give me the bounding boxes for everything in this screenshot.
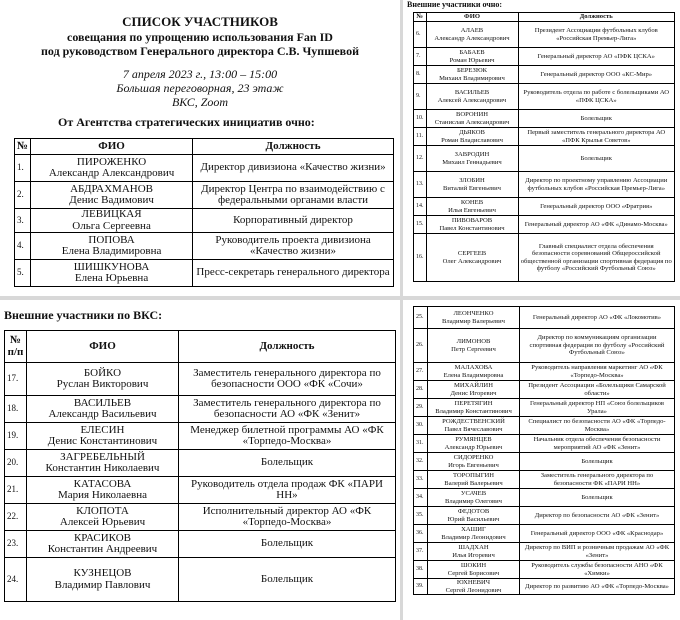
surname: ЮХНЕВИЧ <box>456 579 491 587</box>
section-vks: Внешние участники по ВКС: <box>4 308 163 322</box>
row-number: 22. <box>5 504 27 531</box>
given-name: Елена Юрьевна <box>74 272 149 284</box>
surname: БОЙКО <box>83 366 122 379</box>
table-row <box>5 504 396 531</box>
surname: АБДРАХМАНОВ <box>70 182 154 195</box>
participant-position: Заместитель генерального директора по безопасности АО «ФК «Зенит» <box>179 396 396 423</box>
col-fio: ФИО <box>31 139 193 155</box>
participant-position: Пресс-секретарь генерального директора <box>193 260 394 287</box>
participant-name <box>428 543 520 561</box>
row-number: 34. <box>414 489 428 507</box>
given-name: Владимир Константинович <box>435 407 512 415</box>
row-number: 8. <box>414 66 427 84</box>
participant-name <box>428 399 520 417</box>
table-row <box>414 329 675 363</box>
surname: ПИРОЖЕНКО <box>76 155 147 168</box>
table-row <box>5 423 396 450</box>
participant-position: Болельщик <box>179 450 396 477</box>
surname: АЛАЕВ <box>460 27 484 35</box>
row-number: 36. <box>414 525 428 543</box>
participant-position: Директор по ВИП и розничным продажам АО «ФК «Зенит» <box>520 543 675 561</box>
table-header <box>5 331 396 363</box>
participant-position: Генеральный директор ООО «КС-Мир» <box>518 66 675 84</box>
table-row <box>414 128 675 146</box>
participant-position: Первый заместитель генерального директора АО «ПФК Крылья Советов» <box>518 128 675 146</box>
row-number: 20. <box>5 450 27 477</box>
given-name: Александр Александрович <box>434 34 510 42</box>
surname: ДЬЯКОВ <box>459 129 485 137</box>
row-number: 38. <box>414 561 428 579</box>
row-number: 15. <box>414 216 427 234</box>
document-subtitle-2: под руководством Генерального директора С.В. Чупшевой <box>41 44 359 58</box>
given-name: Александр Васильевич <box>48 408 157 420</box>
table-row <box>414 471 675 489</box>
surname: ЛЕОНЧЕНКО <box>453 310 494 318</box>
document-subtitle: совещания по упрощению использования Fan ID <box>67 30 333 44</box>
participant-name <box>428 489 520 507</box>
row-number: 37. <box>414 543 428 561</box>
participant-position: Начальник отдела обеспечения безопасности мероприятий АО «ФК «Зенит» <box>520 435 675 453</box>
surname: ШИШКУНОВА <box>73 260 150 273</box>
table-row <box>5 558 396 602</box>
participant-name <box>426 110 518 128</box>
table-row <box>414 543 675 561</box>
table-row <box>414 507 675 525</box>
participant-position: Директор по коммуникациям организации спортивная федерация по футболу «Российский Футбольный Союз» <box>520 329 675 363</box>
surname: ШАДХАН <box>458 544 489 552</box>
row-number: 17. <box>5 363 27 396</box>
participant-name <box>31 209 193 233</box>
table-row <box>414 84 675 110</box>
participant-position: Руководитель отдела продаж ФК «ПАРИ НН» <box>179 477 396 504</box>
given-name: Владимир Олегович <box>445 497 502 505</box>
participant-position: Генеральный директор ООО «ФК «Краснодар» <box>520 525 675 543</box>
given-name: Роман Владиславович <box>441 136 503 144</box>
participant-position: Корпоративный директор <box>193 209 394 233</box>
section-asi: От Агентства стратегических инициатив очно: <box>58 115 315 129</box>
surname: КРАСИКОВ <box>73 531 132 544</box>
row-number: 16. <box>414 234 427 282</box>
participant-position: Президент Ассоциации футбольных клубов «Российская Премьер-Лига» <box>518 22 675 48</box>
col-num: № п/п <box>5 331 27 363</box>
participant-name <box>428 435 520 453</box>
row-number: 35. <box>414 507 428 525</box>
participant-position: Генеральный директор АО «ФК «Динамо-Москва» <box>518 216 675 234</box>
participant-name <box>428 471 520 489</box>
given-name: Денис Игоревич <box>450 389 497 397</box>
given-name: Илья Игоревич <box>452 551 495 559</box>
surname: РОЖДЕСТВЕНСКИЙ <box>442 418 505 426</box>
table-row <box>15 182 394 209</box>
participant-position: Болельщик <box>518 110 675 128</box>
table-row <box>414 307 675 329</box>
given-name: Роман Юрьевич <box>449 56 495 64</box>
given-name: Елена Владимировна <box>443 371 504 379</box>
row-number: 33. <box>414 471 428 489</box>
given-name: Сергей Борисович <box>447 569 500 577</box>
surname: ЛИМОНОВ <box>456 338 491 346</box>
table-row <box>414 399 675 417</box>
participant-position: Директор дивизиона «Качество жизни» <box>193 155 394 182</box>
surname: ВАСИЛЬЕВ <box>73 396 132 409</box>
surname: МАЛАХОВА <box>454 364 493 372</box>
given-name: Алексей Александрович <box>437 96 507 104</box>
participant-name <box>428 381 520 399</box>
given-name: Петр Сергеевич <box>451 345 496 353</box>
given-name: Станислав Александрович <box>434 118 510 126</box>
participant-position: Исполнительный директор АО «ФК «Торпедо-Москва» <box>179 504 396 531</box>
surname: ЗАВРОДИН <box>454 151 490 159</box>
row-number: 27. <box>414 363 428 381</box>
surname: КУЗНЕЦОВ <box>73 567 132 579</box>
table-row <box>414 66 675 84</box>
row-number: 21. <box>5 477 27 504</box>
given-name: Павел Вячеславович <box>444 425 503 433</box>
col-position: Должность <box>193 139 394 155</box>
participant-name <box>428 329 520 363</box>
table-row <box>5 531 396 558</box>
table-row <box>414 381 675 399</box>
participant-position: Генеральный директор НП «Союз болельщиков Урала» <box>520 399 675 417</box>
participant-position: Директор по безопасности АО «ФК «Зенит» <box>520 507 675 525</box>
external-table <box>413 12 675 282</box>
given-name: Денис Вадимович <box>69 194 154 206</box>
participant-name <box>428 579 520 595</box>
row-number: 25. <box>414 307 428 329</box>
given-name: Павел Константинович <box>439 224 505 232</box>
participant-name <box>426 48 518 66</box>
given-name: Денис Константинович <box>47 435 158 447</box>
participant-name <box>27 531 179 558</box>
surname: ФЕДОТОВ <box>457 508 490 516</box>
participant-position: Болельщик <box>518 146 675 172</box>
section-external: Внешние участники очно: <box>407 0 503 9</box>
vks-page-right <box>403 300 680 620</box>
participant-position: Менеджер билетной программы АО «ФК «Торпедо-Москва» <box>179 423 396 450</box>
given-name: Владимир Валерьевич <box>442 317 505 325</box>
participant-position: Генеральный директор ООО «Фратрия» <box>518 198 675 216</box>
given-name: Владимир Леонидович <box>441 533 506 541</box>
table-row <box>5 396 396 423</box>
given-name: Олег Александрович <box>442 257 502 265</box>
participant-position: Главный специалист отдела обеспечения безопасности соревнований Общероссийской общественной организации спортивная федерация по футболу «Российский Футбольный Союз» <box>518 234 675 282</box>
row-number: 1. <box>15 155 31 182</box>
participant-position: Руководитель службы безопасности АНО «ФК «Химки» <box>520 561 675 579</box>
participant-name <box>426 84 518 110</box>
row-number: 39. <box>414 579 428 595</box>
surname: КАТАСОВА <box>73 477 132 490</box>
participant-name <box>426 234 518 282</box>
table-row <box>414 216 675 234</box>
participant-name <box>426 146 518 172</box>
row-number: 18. <box>5 396 27 423</box>
row-number: 23. <box>5 531 27 558</box>
participant-position: Президент Ассоциации «Болельщики Самарской области» <box>520 381 675 399</box>
surname: СИДОРЕНКО <box>453 454 494 462</box>
table-header <box>414 13 675 22</box>
row-number: 6. <box>414 22 427 48</box>
row-number: 24. <box>5 558 27 602</box>
external-page <box>403 0 680 296</box>
row-number: 29. <box>414 399 428 417</box>
table-row <box>414 363 675 381</box>
participant-name <box>426 22 518 48</box>
row-number: 4. <box>15 233 31 260</box>
table-row <box>414 48 675 66</box>
row-number: 2. <box>15 182 31 209</box>
participant-position: Заместитель генерального директора по безопасности ФК «ПАРИ НН» <box>520 471 675 489</box>
table-row <box>414 435 675 453</box>
surname: КОНЕВ <box>460 199 484 207</box>
participant-name <box>428 525 520 543</box>
participant-name <box>428 507 520 525</box>
row-number: 5. <box>15 260 31 287</box>
table-row <box>414 561 675 579</box>
given-name: Алексей Юрьевич <box>59 516 146 528</box>
row-number: 9. <box>414 84 427 110</box>
participant-name <box>426 66 518 84</box>
surname: БЕРЕЗЮК <box>456 67 488 75</box>
table-row <box>15 155 394 182</box>
participant-name <box>428 561 520 579</box>
vks-table-left <box>4 330 396 602</box>
participant-position: Болельщик <box>520 489 675 507</box>
given-name: Ольга Сергеевна <box>72 219 151 232</box>
given-name: Игорь Евгеньевич <box>448 461 499 469</box>
surname: РУМЯНЦЕВ <box>455 436 492 444</box>
participant-name <box>428 417 520 435</box>
participant-position: Руководитель проекта дивизиона «Качество жизни» <box>193 233 394 260</box>
table-row <box>414 453 675 471</box>
row-number: 14. <box>414 198 427 216</box>
surname: ШОКИН <box>460 562 487 570</box>
table-row <box>414 234 675 282</box>
participant-position: Заместитель генерального директора по безопасности ООО «ФК «Сочи» <box>179 363 396 396</box>
given-name: Мария Николаевна <box>57 489 148 501</box>
participant-position: Руководитель направления маркетинг АО «ФК «Торпедо-Москва» <box>520 363 675 381</box>
surname: ЗАГРЕБЕЛЬНЫЙ <box>60 450 145 463</box>
surname: ПОПОВА <box>88 233 135 246</box>
col-num: № <box>414 13 427 22</box>
row-number: 31. <box>414 435 428 453</box>
given-name: Валерий Валерьевич <box>444 479 503 487</box>
row-number: 7. <box>414 48 427 66</box>
participant-name <box>428 363 520 381</box>
participant-position: Руководитель отдела по работе с болельщиками АО «ПФК ЦСКА» <box>518 84 675 110</box>
participant-name <box>27 450 179 477</box>
col-fio: ФИО <box>27 331 179 363</box>
participant-position: Болельщик <box>179 558 396 602</box>
surname: ЕЛЕСИН <box>80 423 125 436</box>
table-row <box>414 110 675 128</box>
row-number: 13. <box>414 172 427 198</box>
surname: ЛЕВИЦКАЯ <box>81 208 142 220</box>
participant-position: Специалист по безопасности АО «ФК «Торпедо-Москва» <box>520 417 675 435</box>
participant-position: Директор по проектному управлению Ассоциации футбольных клубов «Российская Премьер-Лига» <box>518 172 675 198</box>
document-title: СПИСОК УЧАСТНИКОВ <box>122 14 278 29</box>
col-fio: ФИО <box>426 13 518 22</box>
surname: БАБАЕВ <box>459 49 485 57</box>
meeting-room: Большая переговорная, 23 этаж <box>116 81 284 95</box>
table-row <box>5 450 396 477</box>
given-name: Александр Юрьевич <box>444 443 503 451</box>
table-row <box>15 209 394 233</box>
participant-position: Директор Центра по взаимодействию с федеральными органами власти <box>193 182 394 209</box>
participant-name <box>27 477 179 504</box>
table-row <box>414 198 675 216</box>
surname: ВАСИЛЬЕВ <box>454 89 490 97</box>
asi-table <box>14 138 394 287</box>
table-row <box>5 363 396 396</box>
participant-name <box>27 504 179 531</box>
surname: ХАШИГ <box>461 526 486 534</box>
row-number: 28. <box>414 381 428 399</box>
col-position: Должность <box>179 331 396 363</box>
surname: КЛОПОТА <box>76 504 129 517</box>
given-name: Руслан Викторович <box>56 378 149 390</box>
col-num: № <box>15 139 31 155</box>
given-name: Михаил Геннадьевич <box>442 158 502 166</box>
vks-page-left <box>0 300 400 620</box>
given-name: Михаил Владимирович <box>439 74 505 82</box>
given-name: Александр Александрович <box>48 167 175 179</box>
table-row <box>414 172 675 198</box>
given-name: Константин Андреевич <box>47 543 158 555</box>
document-page-header <box>0 0 400 296</box>
given-name: Сергей Леонидович <box>445 586 502 594</box>
given-name: Илья Евгеньевич <box>448 206 496 214</box>
row-number: 11. <box>414 128 427 146</box>
participant-position: Болельщик <box>179 531 396 558</box>
row-number: 10. <box>414 110 427 128</box>
row-number: 19. <box>5 423 27 450</box>
surname: ВОРОНИН <box>456 111 488 119</box>
given-name: Елена Владимировна <box>61 245 162 257</box>
participant-name <box>426 198 518 216</box>
table-row <box>414 579 675 595</box>
participant-name <box>27 423 179 450</box>
surname: ЗЛОБИН <box>459 177 485 185</box>
row-number: 3. <box>15 209 31 233</box>
participant-position: Директор по развитию АО «ФК «Торпедо-Москва» <box>520 579 675 595</box>
participant-name <box>426 128 518 146</box>
participant-name <box>428 307 520 329</box>
meeting-vks: ВКС, Zoom <box>171 95 229 109</box>
table-row <box>15 260 394 287</box>
surname: МИХАЙЛИН <box>454 382 493 390</box>
surname: ПЕРЕТЯГИН <box>454 400 493 408</box>
table-row <box>15 233 394 260</box>
table-row <box>414 417 675 435</box>
participant-name <box>428 453 520 471</box>
surname: УСАЧЕВ <box>460 490 487 498</box>
participant-name <box>31 233 193 260</box>
meeting-date: 7 апреля 2023 г., 13:00 – 15:00 <box>122 67 278 81</box>
row-number: 30. <box>414 417 428 435</box>
participant-position: Генеральный директор АО «ФК «Локомотив» <box>520 307 675 329</box>
table-row <box>414 489 675 507</box>
surname: СЕРГЕЕВ <box>457 250 487 258</box>
table-row <box>414 525 675 543</box>
vks-table-right <box>413 306 675 595</box>
participant-position: Болельщик <box>520 453 675 471</box>
given-name: Виталий Евгеньевич <box>443 184 501 192</box>
participant-name <box>426 216 518 234</box>
given-name: Константин Николаевич <box>45 462 160 474</box>
surname: ТОРОПЫГИН <box>452 472 495 480</box>
table-row <box>414 22 675 48</box>
surname: ПИВОВАРОВ <box>451 217 493 225</box>
participant-name <box>27 558 179 602</box>
participant-name <box>31 182 193 209</box>
table-row <box>414 146 675 172</box>
row-number: 32. <box>414 453 428 471</box>
given-name: Юрий Васильевич <box>447 515 500 523</box>
table-header <box>15 139 394 155</box>
participant-name <box>31 260 193 287</box>
participant-name <box>27 363 179 396</box>
row-number: 12. <box>414 146 427 172</box>
participant-name <box>426 172 518 198</box>
col-position: Должность <box>518 13 675 22</box>
table-row <box>5 477 396 504</box>
given-name: Владимир Павлович <box>54 578 151 591</box>
row-number: 26. <box>414 329 428 363</box>
participant-position: Генеральный директор АО «ПФК ЦСКА» <box>518 48 675 66</box>
participant-name <box>27 396 179 423</box>
participant-name <box>31 155 193 182</box>
